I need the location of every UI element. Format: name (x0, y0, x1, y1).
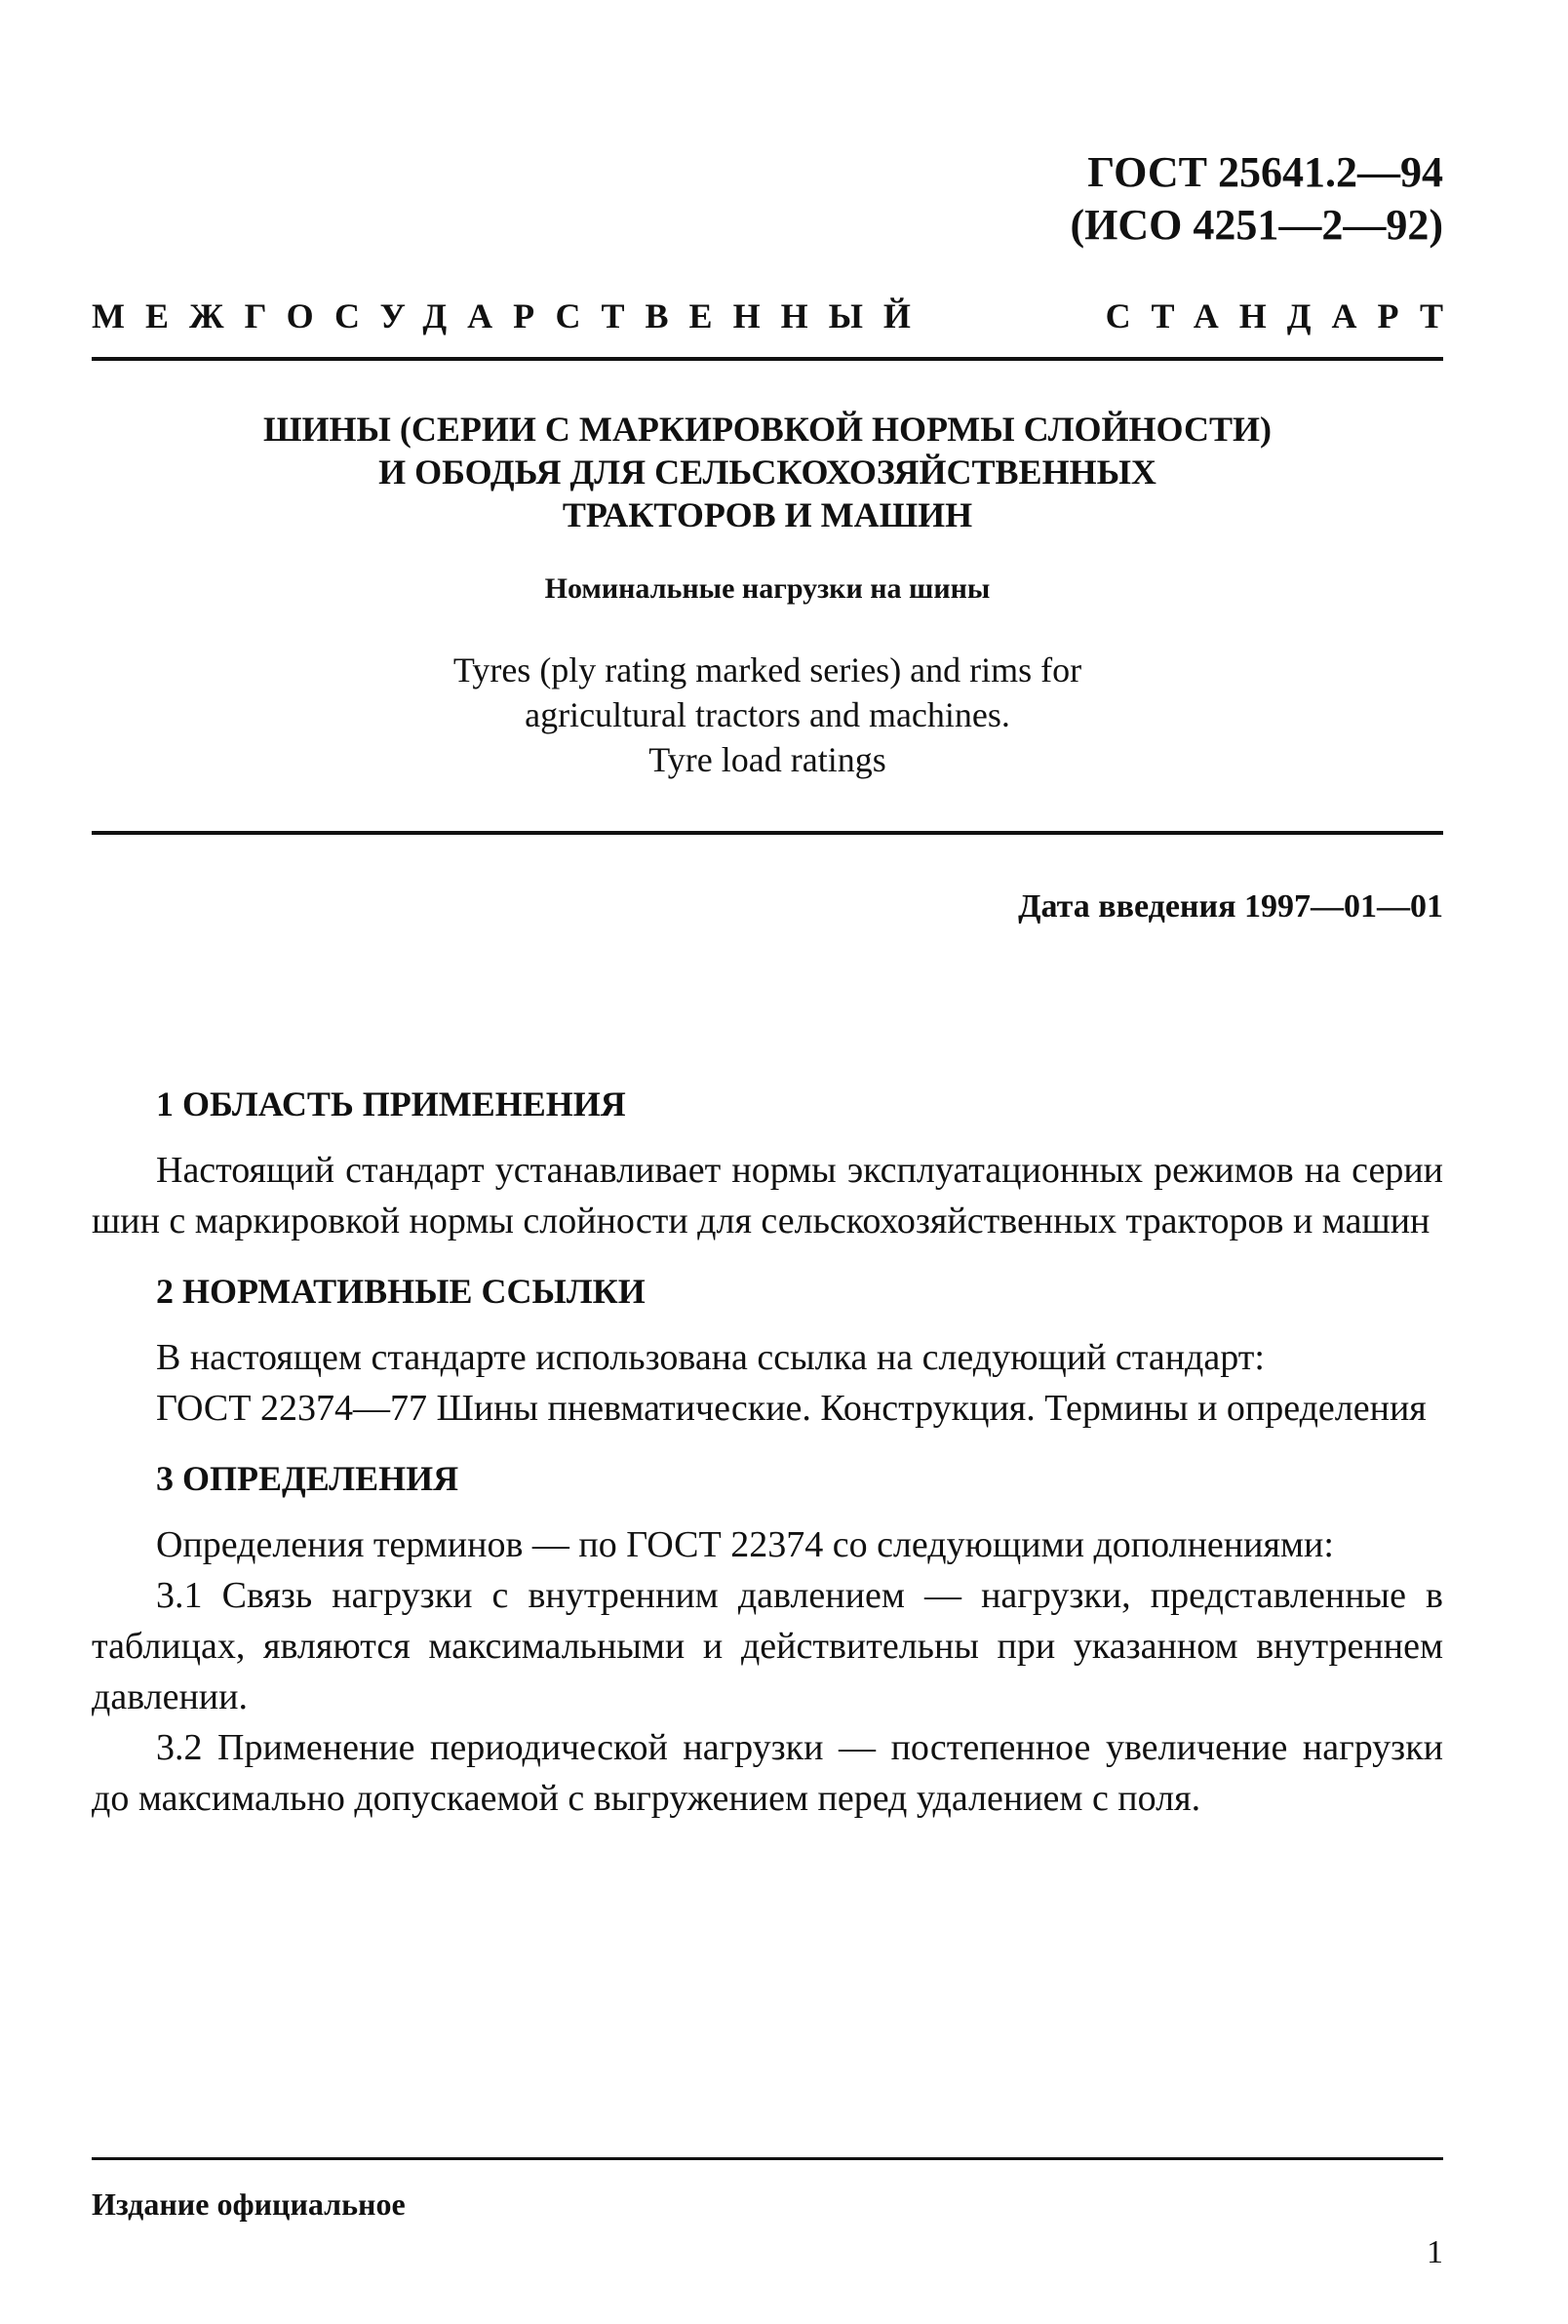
english-title-line-1: Tyres (ply rating marked series) and rims for (452, 650, 1082, 689)
section-2-paragraph-1: В настоящем стандарте использована ссылка на следующий стандарт: (156, 1337, 1265, 1378)
section-2 (92, 1268, 1443, 1434)
standard-type-left: МЕЖГОСУДАРСТВЕННЫЙ (92, 296, 931, 335)
title-line-3: ТРАКТОРОВ И МАШИН (562, 495, 973, 534)
english-title-line-2: agricultural tractors and machines. (525, 695, 1010, 734)
document-body (92, 1081, 1443, 1845)
section-1-paragraph: Настоящий стандарт устанавливает нормы эксплуатационных режимов на серии шин с маркировкой нормы слойности для сельскохозяйственных тракторов и машин (92, 1150, 1443, 1241)
standard-type (92, 293, 1464, 339)
title-divider (92, 831, 1443, 835)
standard-type-right: СТАНДАРТ (1105, 296, 1464, 335)
section-1-heading: 1 ОБЛАСТЬ ПРИМЕНЕНИЯ (156, 1084, 626, 1123)
iso-code: (ИСО 4251—2—92) (1070, 201, 1443, 249)
section-2-paragraph-2: ГОСТ 22374—77 Шины пневматические. Конструкция. Термины и определения (156, 1388, 1427, 1429)
section-3-paragraph-2: 3.1 Связь нагрузки с внутренним давлением — нагрузки, представленные в таблицах, являются максимальными и действительны при указанном внутреннем давлении. (92, 1575, 1443, 1717)
section-1 (92, 1081, 1443, 1246)
title-line-1: ШИНЫ (СЕРИИ С МАРКИРОВКОЙ НОРМЫ СЛОЙНОСТИ) (263, 410, 1272, 449)
page-number: 1 (1427, 2234, 1443, 2270)
official-edition-label: Издание официальное (92, 2186, 406, 2222)
section-3-paragraph-1: Определения терминов — по ГОСТ 22374 со следующими дополнениями: (156, 1524, 1334, 1565)
standard-code-block (1070, 146, 1443, 252)
standard-code: ГОСТ 25641.2—94 (1087, 148, 1443, 196)
section-3-paragraph-3: 3.2 Применение периодической нагрузки — постепенное увеличение нагрузки до максимально допускаемой с выгружением перед удалением с поля. (92, 1727, 1443, 1819)
section-2-heading: 2 НОРМАТИВНЫЕ ССЫЛКИ (156, 1272, 646, 1311)
english-title-line-3: Tyre load ratings (648, 740, 886, 779)
introduction-date: Дата введения 1997—01—01 (1018, 888, 1443, 925)
document-title (92, 408, 1443, 536)
document-subtitle: Номинальные нагрузки на шины (544, 572, 991, 605)
header-divider (92, 357, 1443, 361)
section-3 (92, 1455, 1443, 1824)
section-3-heading: 3 ОПРЕДЕЛЕНИЯ (156, 1459, 459, 1498)
english-title (92, 648, 1443, 782)
footer-divider (92, 2157, 1443, 2160)
title-line-2: И ОБОДЬЯ ДЛЯ СЕЛЬСКОХОЗЯЙСТВЕННЫХ (378, 453, 1156, 492)
